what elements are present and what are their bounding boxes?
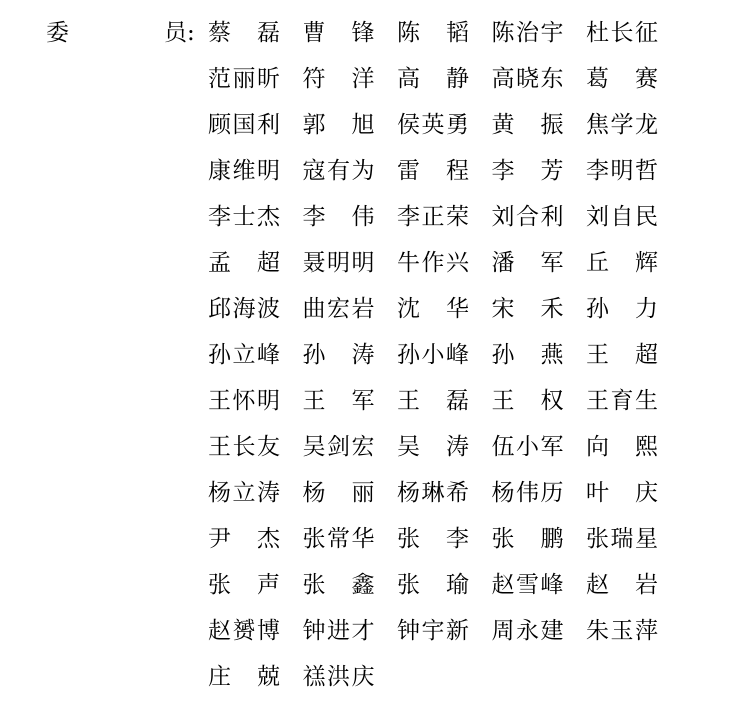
member-name: 侯 英 勇 [397, 112, 469, 138]
member-name: 雷 程 [397, 158, 469, 184]
member-name: 陈 韬 [397, 20, 469, 46]
member-name: 钟 宇 新 [397, 618, 469, 644]
member-name: 赵 雪 峰 [491, 572, 564, 598]
member-name: 杨 丽 [302, 480, 375, 506]
member-name: 王 权 [491, 388, 564, 414]
member-name: 潘 军 [491, 250, 564, 276]
member-name: 张 瑜 [397, 572, 469, 598]
member-name: 朱 玉 萍 [586, 618, 658, 644]
member-name: 张 鑫 [302, 572, 375, 598]
member-name: 向 熙 [586, 434, 658, 460]
member-name: 葛 赛 [586, 66, 658, 92]
member-name: 杨 琳 希 [397, 480, 469, 506]
member-name: 张 瑞 星 [586, 526, 658, 552]
member-name: 范 丽 昕 [208, 66, 280, 92]
member-name: 黄 振 [491, 112, 564, 138]
member-name: 邱 海 波 [208, 296, 280, 322]
member-name: 李 伟 [302, 204, 375, 230]
member-name: 高 静 [397, 66, 469, 92]
member-name: 孙 小 峰 [397, 342, 469, 368]
member-name: 李 明 哲 [586, 158, 658, 184]
member-name: 李 正 荣 [397, 204, 469, 230]
member-name: 张 李 [397, 526, 469, 552]
member-name: 顾 国 利 [208, 112, 280, 138]
member-name: 杜 长 征 [586, 20, 658, 46]
member-name: 钟 进 才 [302, 618, 375, 644]
member-name: 沈 华 [397, 296, 469, 322]
member-name: 孟 超 [208, 250, 280, 276]
member-name: 高 晓 东 [491, 66, 564, 92]
member-name: 宋 禾 [491, 296, 564, 322]
member-name: 周 永 建 [491, 618, 564, 644]
member-name: 尹 杰 [208, 526, 280, 552]
member-name: 吴 剑 宏 [302, 434, 375, 460]
committee-label-wei: 委 [46, 20, 69, 46]
committee-label-yuan: 员: [164, 20, 195, 46]
member-name: 张 鹏 [491, 526, 564, 552]
member-name: 符 洋 [302, 66, 375, 92]
member-name: 聂 明 明 [302, 250, 375, 276]
member-name: 寇 有 为 [302, 158, 375, 184]
member-name: 庄 兢 [208, 664, 280, 690]
member-name: 孙 立 峰 [208, 342, 280, 368]
member-name: 李 士 杰 [208, 204, 280, 230]
member-name: 郭 旭 [302, 112, 375, 138]
member-name: 李 芳 [491, 158, 564, 184]
member-name: 伍 小 军 [491, 434, 564, 460]
member-name: 王 磊 [397, 388, 469, 414]
member-name: 杨 立 涛 [208, 480, 280, 506]
member-name: 刘 自 民 [586, 204, 658, 230]
member-name: 禚 洪 庆 [302, 664, 375, 690]
member-name: 吴 涛 [397, 434, 469, 460]
member-name: 王 怀 明 [208, 388, 280, 414]
member-list [208, 16, 681, 706]
member-name: 赵 岩 [586, 572, 658, 598]
member-name: 赵 赟 博 [208, 618, 280, 644]
member-name: 康 维 明 [208, 158, 280, 184]
member-name: 曹 锋 [302, 20, 375, 46]
member-name: 孙 力 [586, 296, 658, 322]
member-name: 刘 合 利 [491, 204, 564, 230]
member-name: 孙 燕 [491, 342, 564, 368]
member-name: 王 超 [586, 342, 658, 368]
member-name: 杨 伟 历 [491, 480, 564, 506]
member-name: 牛 作 兴 [397, 250, 469, 276]
member-name: 丘 辉 [586, 250, 658, 276]
member-name: 蔡 磊 [208, 20, 280, 46]
member-name: 焦 学 龙 [586, 112, 658, 138]
member-name: 王 长 友 [208, 434, 280, 460]
member-name: 王 军 [302, 388, 375, 414]
member-name: 叶 庆 [586, 480, 658, 506]
member-name: 王 育 生 [586, 388, 658, 414]
member-name: 张 声 [208, 572, 280, 598]
member-name: 曲 宏 岩 [302, 296, 375, 322]
member-name: 张 常 华 [302, 526, 375, 552]
member-name: 陈 治 宇 [491, 20, 564, 46]
member-name: 孙 涛 [302, 342, 375, 368]
